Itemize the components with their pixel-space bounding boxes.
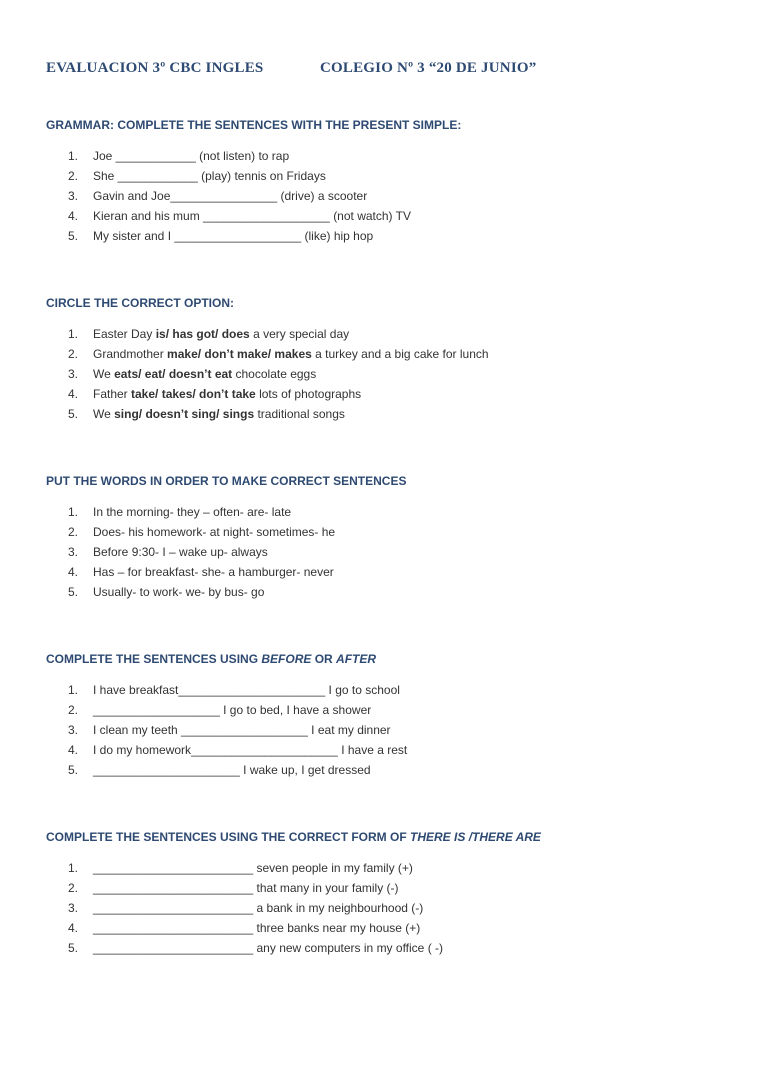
list-item: 2. ________________________ that many in your family (-) [68, 881, 399, 895]
evaluation-title: EVALUACION 3º CBC INGLES [46, 60, 264, 76]
school-title: COLEGIO Nº 3 “20 DE JUNIO” [320, 60, 537, 76]
list-item: 3. Before 9:30- I – wake up- always [68, 545, 268, 559]
list-item: 4. Has – for breakfast- she- a hamburger- never [68, 565, 334, 579]
grammar-list [0, 146, 411, 246]
grammar-heading: GRAMMAR: COMPLETE THE SENTENCES WITH THE PRESENT SIMPLE: [46, 118, 462, 132]
list-item: 2. Grandmother make/ don’t make/ makes a turkey and a big cake for lunch [68, 347, 489, 361]
before-after-heading: COMPLETE THE SENTENCES USING BEFORE OR AFTER [46, 652, 377, 666]
list-item: 4. Father take/ takes/ don’t take lots of photographs [68, 387, 362, 401]
word-order-list [0, 502, 335, 602]
list-item: 2. ___________________ I go to bed, I have a shower [68, 703, 372, 717]
list-item: 3. Gavin and Joe________________ (drive) a scooter [68, 189, 368, 203]
list-item: 2. Does- his homework- at night- sometimes- he [68, 525, 336, 539]
there-is-are-list [0, 858, 443, 958]
list-item: 5. My sister and I ___________________ (like) hip hop [68, 229, 374, 243]
circle-option-list [0, 324, 489, 424]
list-item: 5. Usually- to work- we- by bus- go [68, 585, 265, 599]
list-item: 1. I have breakfast______________________ I go to school [68, 683, 400, 697]
circle-option-heading: CIRCLE THE CORRECT OPTION: [46, 296, 234, 310]
list-item: 1. ________________________ seven people in my family (+) [68, 861, 413, 875]
list-item: 1. Easter Day is/ has got/ does a very special day [68, 327, 350, 341]
list-item: 3. I clean my teeth ___________________ I eat my dinner [68, 723, 391, 737]
list-item: 4. I do my homework______________________ I have a rest [68, 743, 408, 757]
before-after-list [0, 680, 407, 780]
list-item: 5. We sing/ doesn’t sing/ sings traditional songs [68, 407, 345, 421]
there-is-are-heading: COMPLETE THE SENTENCES USING THE CORRECT FORM OF THERE IS /THERE ARE [46, 830, 541, 844]
list-item: 1. Joe ____________ (not listen) to rap [68, 149, 290, 163]
list-item: 4. Kieran and his mum ___________________ (not watch) TV [68, 209, 411, 223]
list-item: 3. We eats/ eat/ doesn’t eat chocolate eggs [68, 367, 317, 381]
word-order-heading: PUT THE WORDS IN ORDER TO MAKE CORRECT SENTENCES [46, 474, 407, 488]
list-item: 3. ________________________ a bank in my neighbourhood (-) [68, 901, 424, 915]
list-item: 4. ________________________ three banks near my house (+) [68, 921, 421, 935]
list-item: 1. In the morning- they – often- are- late [68, 505, 292, 519]
list-item: 2. She ____________ (play) tennis on Fridays [68, 169, 326, 183]
list-item: 5. ________________________ any new computers in my office ( -) [68, 941, 444, 955]
list-item: 5. ______________________ I wake up, I get dressed [68, 763, 371, 777]
